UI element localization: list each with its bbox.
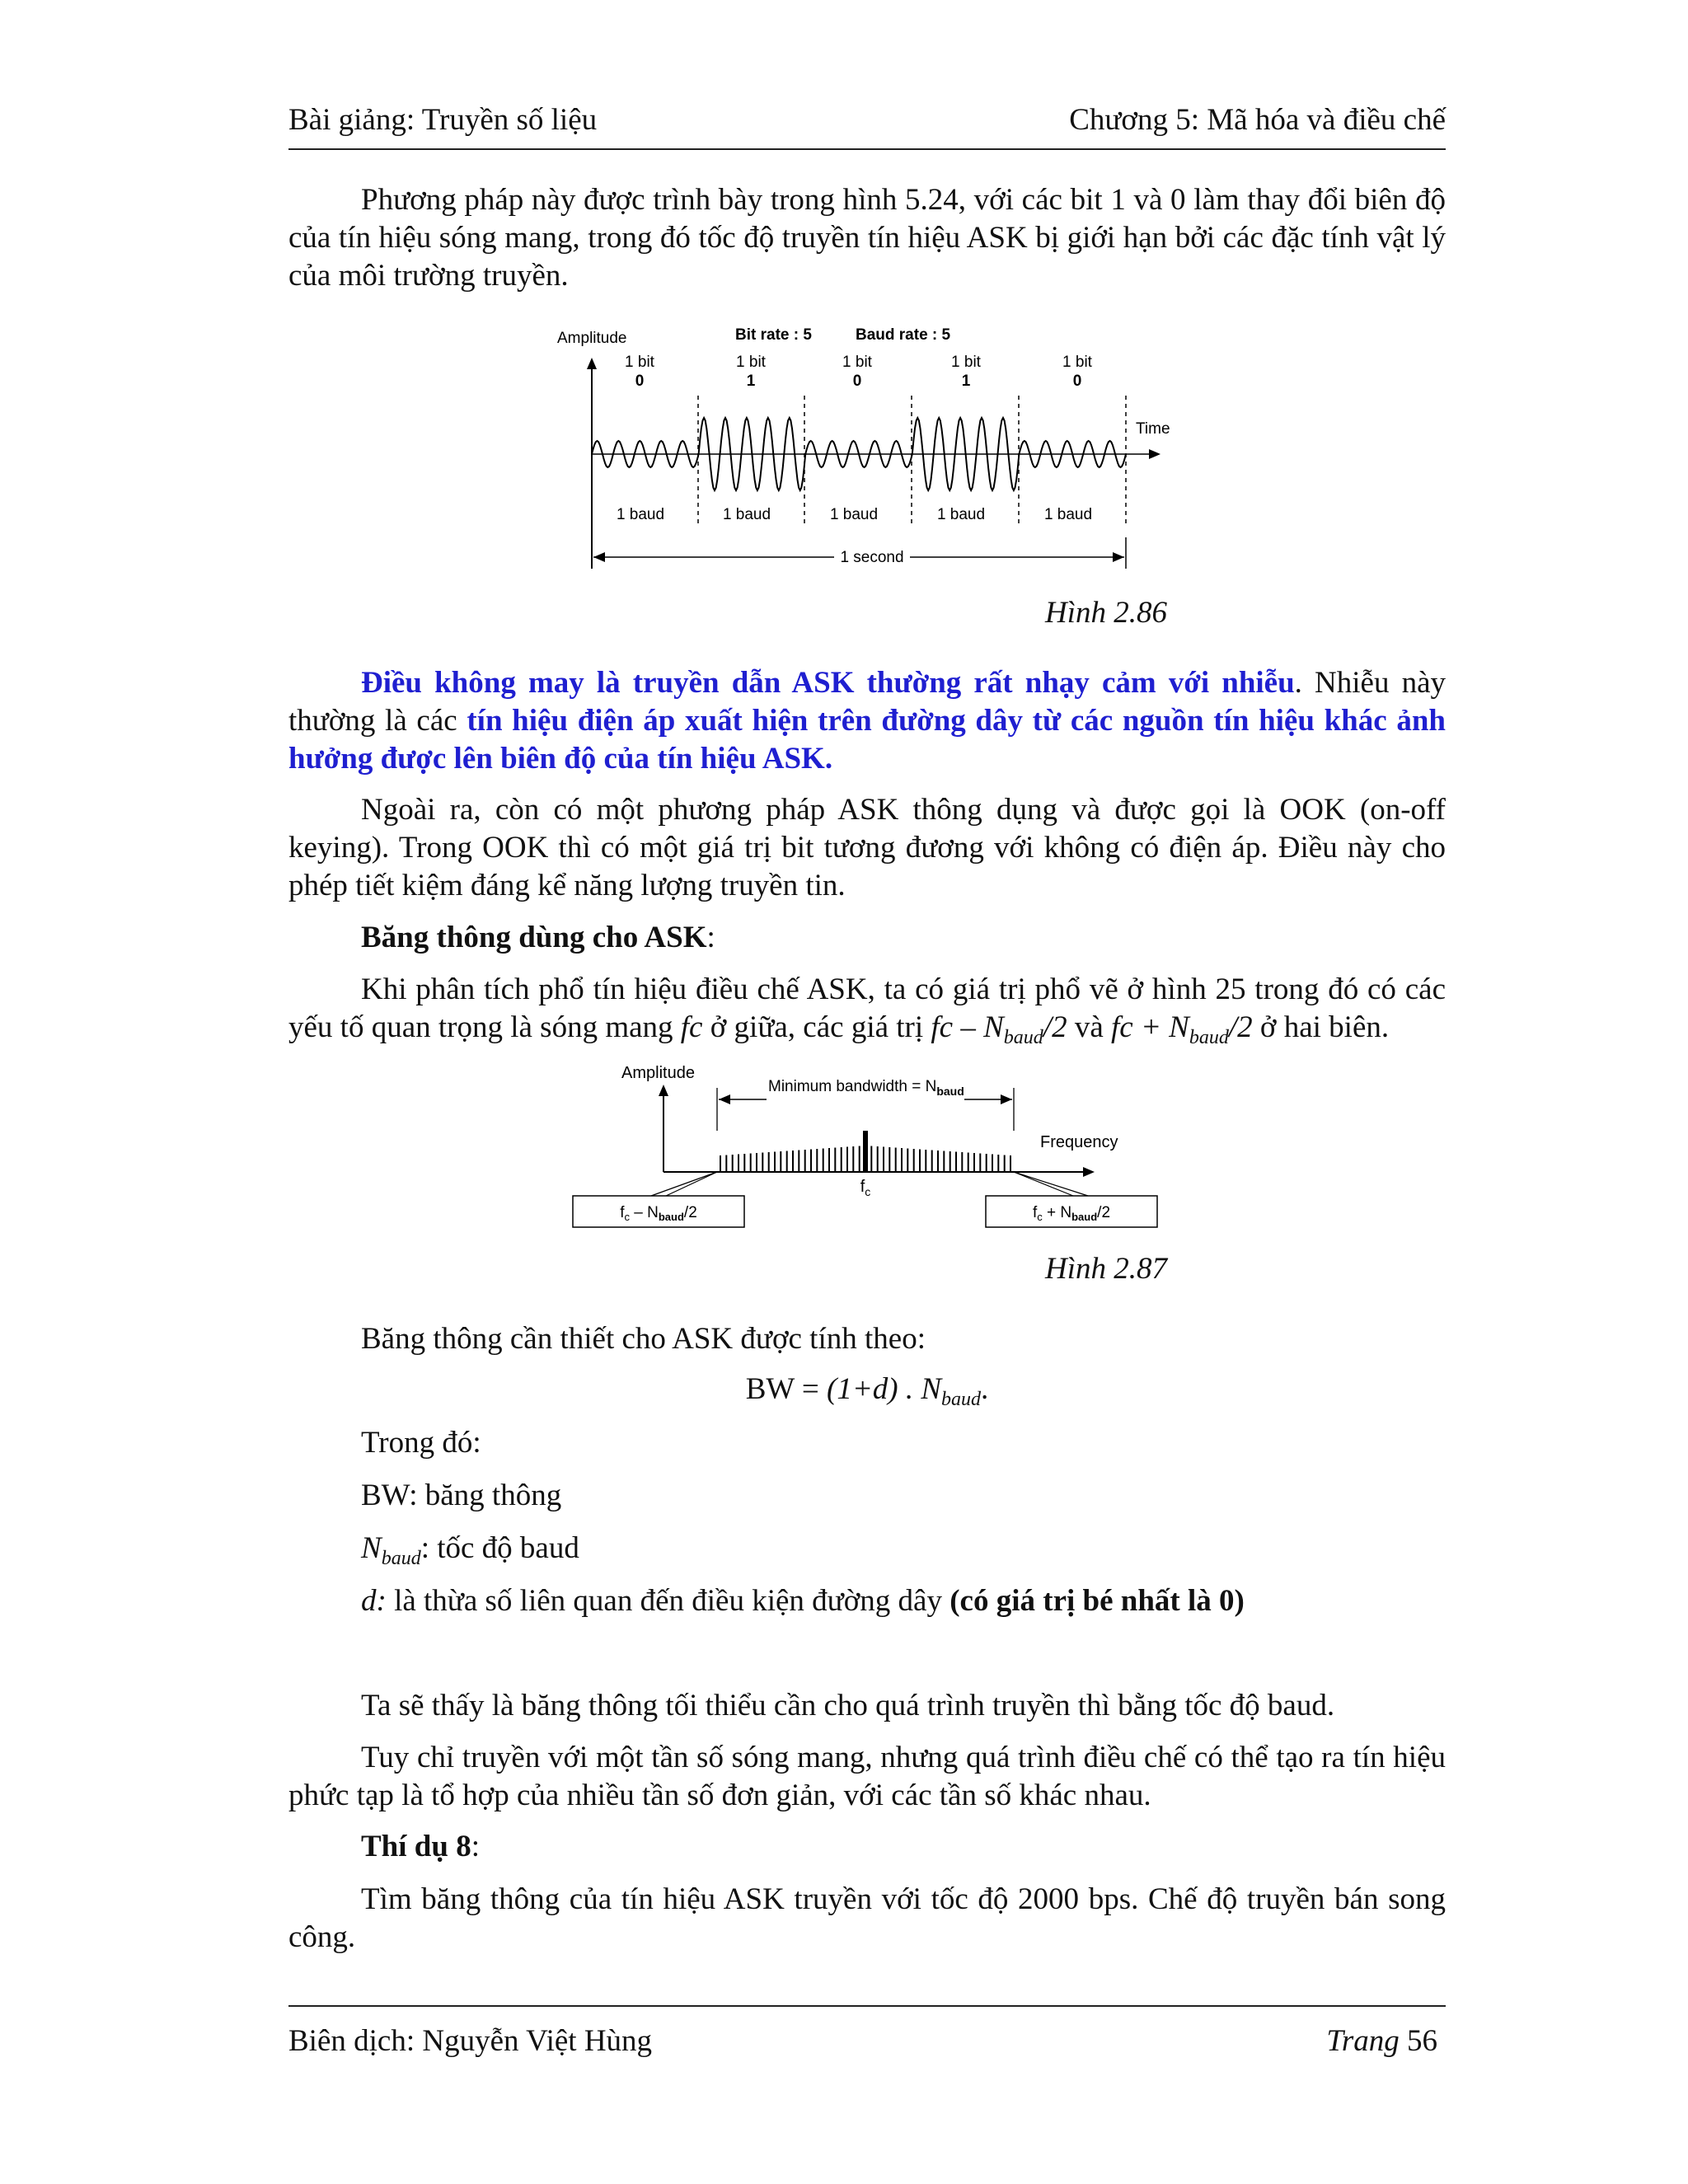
fig1-bit-label-5: 1 bit (1062, 354, 1092, 371)
fig2-left-f: f (620, 1204, 625, 1221)
heading-ask-bandwidth-tail: : (706, 921, 715, 954)
fig1-amplitude-label: Amplitude (557, 330, 627, 347)
fig1-bit-value-3: 0 (852, 373, 862, 390)
page-header (288, 99, 1446, 150)
page-footer (288, 2005, 1446, 2064)
figure1-caption: Hình 2.86 (1045, 596, 1167, 630)
fig1-bit-label-1: 1 bit (625, 354, 654, 371)
fig2-amplitude-label: Amplitude (621, 1064, 695, 1082)
fig1-bit-label-3: 1 bit (842, 354, 872, 371)
fig2-freq-arrow (1083, 1167, 1095, 1177)
def-n-text: : tốc độ baud (420, 1531, 579, 1565)
example-heading-tail: : (471, 1830, 480, 1863)
example-heading (361, 1828, 1446, 1866)
fig1-baud-label-2: 1 baud (722, 506, 771, 523)
paragraph-spectrum (288, 971, 1446, 1047)
spectrum-t3: và (1067, 1010, 1112, 1044)
fig1-bit-value-5: 0 (1072, 373, 1082, 390)
spectrum-e1a: fc – N (931, 1010, 1004, 1044)
spectrum-t1: Khi phân tích phổ tín hiệu điều chế ASK, ta có giá trị phổ vẽ ở hình 25 trong đó có các yếu tố quan trọng là sóng mang (288, 972, 1446, 1044)
fig1-baud-rate: Baud rate : 5 (856, 326, 951, 344)
fig2-min-bw-text: Minimum bandwidth = N (768, 1078, 937, 1095)
fig1-time-arrow (1149, 449, 1160, 459)
fig2-left-c: c (624, 1211, 630, 1223)
fig1-baud-label-4: 1 baud (936, 506, 986, 523)
fig1-bit-value-1: 0 (635, 373, 645, 390)
noise-bold-2: tín hiệu điện áp xuất hiện trên đường dây từ các nguồn tín hiệu khác ảnh hưởng được lên biên độ của tín hiệu ASK. (288, 704, 1446, 776)
fig2-fc-f: f (860, 1178, 865, 1196)
def-n: N (361, 1531, 382, 1565)
fig1-bit-label-4: 1 bit (951, 354, 981, 371)
fig1-baud-labels (617, 506, 1092, 523)
fig2-right-pointer (1014, 1172, 1073, 1196)
def-d-text: là thừa số liên quan đến điều kiện đường dây (386, 1584, 950, 1618)
noise-bold-1: Điều không may là truyền dẫn ASK thường rất nhạy cảm với nhiễu (361, 666, 1295, 700)
heading-ask-bandwidth (361, 919, 1446, 957)
formula-lhs: BW = (745, 1372, 827, 1406)
spectrum-e2b: /2 (1228, 1010, 1253, 1044)
noise-mid: . Nhiễu này thường là các (288, 666, 1446, 738)
def-d: d: (361, 1584, 387, 1618)
fig1-y-arrow (587, 358, 597, 369)
formula-mid: (1+d) . N (827, 1372, 942, 1406)
fig1-bit-rate: Bit rate : 5 (735, 326, 812, 344)
footer-page (1326, 2023, 1437, 2059)
formula-bandwidth (288, 1371, 1446, 1410)
footer-page-number: 56 (1407, 2024, 1437, 2058)
definition-nbaud (361, 1530, 1446, 1568)
where-label: Trong đó: (361, 1426, 481, 1460)
formula-tail: . (981, 1372, 989, 1406)
fig2-fc-c: c (865, 1185, 871, 1198)
fig2-left-pointer (651, 1172, 717, 1196)
spectrum-t2: ở giữa, các giá trị (702, 1010, 931, 1044)
fig2-bw-arrow-left (719, 1094, 730, 1104)
fig2-left-op: – N (630, 1204, 659, 1221)
spectrum-fc: fc (680, 1010, 703, 1044)
paragraph-bw-formula-intro: Băng thông cần thiết cho ASK được tính theo: (361, 1322, 926, 1356)
fig2-min-bw-sub: baud (936, 1085, 964, 1098)
example-heading-bold: Thí dụ 8 (361, 1830, 471, 1863)
figure-ask-waveform (544, 321, 1187, 585)
footer-page-label: Trang (1326, 2024, 1400, 2058)
formula-sub: baud (941, 1389, 982, 1410)
fig2-left-sub: baud (658, 1211, 684, 1223)
figure2-caption: Hình 2.87 (1045, 1252, 1167, 1286)
fig1-second-label: 1 second (840, 549, 904, 566)
header-right: Chương 5: Mã hóa và điều chế (1069, 103, 1446, 137)
spectrum-e1sub: baud (1003, 1027, 1043, 1048)
paragraph-intro: Phương pháp này được trình bày trong hình 5.24, với các bit 1 và 0 làm thay đổi biên độ của tín hiệu sóng mang, trong đó tốc độ truyền tín hiệu ASK bị giới hạn bởi các đặc tính vật lý của môi trường truyền. (288, 183, 1446, 293)
spectrum-e2sub: baud (1189, 1027, 1229, 1048)
paragraph-modulation: Tuy chỉ truyền với một tần số sóng mang, nhưng quá trình điều chế có thể tạo ra tín hiệu phức tạp là tổ hợp của nhiều tần số đơn giản, với các tần số khác nhau. (288, 1741, 1446, 1812)
fig2-right-box-label (1033, 1204, 1110, 1223)
fig2-right-f: f (1032, 1204, 1038, 1221)
spectrum-e2a: fc + N (1111, 1010, 1189, 1044)
fig2-right-tail: /2 (1097, 1204, 1111, 1221)
definition-d (361, 1582, 1446, 1620)
paragraph-example: Tìm băng thông của tín hiệu ASK truyền với tốc độ 2000 bps. Chế độ truyền bán song công. (288, 1882, 1446, 1954)
fig1-bit-label-2: 1 bit (736, 354, 766, 371)
fig2-right-sub: baud (1071, 1211, 1098, 1223)
fig2-left-tail: /2 (683, 1204, 697, 1221)
def-n-sub: baud (381, 1548, 421, 1569)
fig2-y-arrow (659, 1085, 668, 1096)
fig2-right-c: c (1037, 1211, 1043, 1223)
fig1-bit-value-4: 1 (961, 373, 971, 390)
fig1-second-arrow-right (1113, 552, 1124, 562)
fig2-frequency-label: Frequency (1040, 1133, 1118, 1151)
fig2-min-bw-label (768, 1078, 964, 1098)
spectrum-e1b: /2 (1043, 1010, 1067, 1044)
fig2-fc-label (860, 1178, 871, 1198)
fig1-baud-label-3: 1 baud (829, 506, 879, 523)
fig1-baud-label-1: 1 baud (616, 506, 665, 523)
heading-ask-bandwidth-bold: Băng thông dùng cho ASK (361, 921, 707, 954)
header-left: Bài giảng: Truyền số liệu (288, 103, 598, 137)
spectrum-t4: ở hai biên. (1252, 1010, 1390, 1044)
footer-left: Biên dịch: Nguyễn Việt Hùng (288, 2024, 653, 2058)
fig1-baud-label-5: 1 baud (1043, 506, 1093, 523)
paragraph-noise (288, 664, 1446, 778)
fig1-time-label: Time (1136, 420, 1170, 438)
fig2-right-pointer-b (1014, 1172, 1088, 1196)
fig2-left-pointer-b (666, 1172, 717, 1196)
paragraph-ook: Ngoài ra, còn có một phương pháp ASK thông dụng và được gọi là OOK (on-off keying). Trong OOK thì có một giá trị bit tương đương với không có điện áp. Điều này cho phép tiết kiệm đáng kể năng lượng truyền tin. (288, 793, 1446, 902)
spectrum-e1 (931, 1010, 1067, 1048)
spectrum-e2 (1111, 1010, 1253, 1048)
fig1-second-arrow-left (593, 552, 605, 562)
definition-bw: BW: băng thông (361, 1479, 562, 1512)
fig1-bit-value-2: 1 (746, 373, 756, 390)
fig2-spectrum-lines (720, 1131, 1010, 1172)
def-d-bold: (có giá trị bé nhất là 0) (950, 1584, 1245, 1618)
paragraph-min-bw: Ta sẽ thấy là băng thông tối thiểu cần cho quá trình truyền thì bằng tốc độ baud. (361, 1689, 1335, 1722)
fig2-right-op: + N (1042, 1204, 1072, 1221)
fig2-bw-arrow-right (1001, 1094, 1012, 1104)
figure-ask-spectrum (569, 1055, 1179, 1236)
fig1-bit-labels (625, 354, 1093, 390)
